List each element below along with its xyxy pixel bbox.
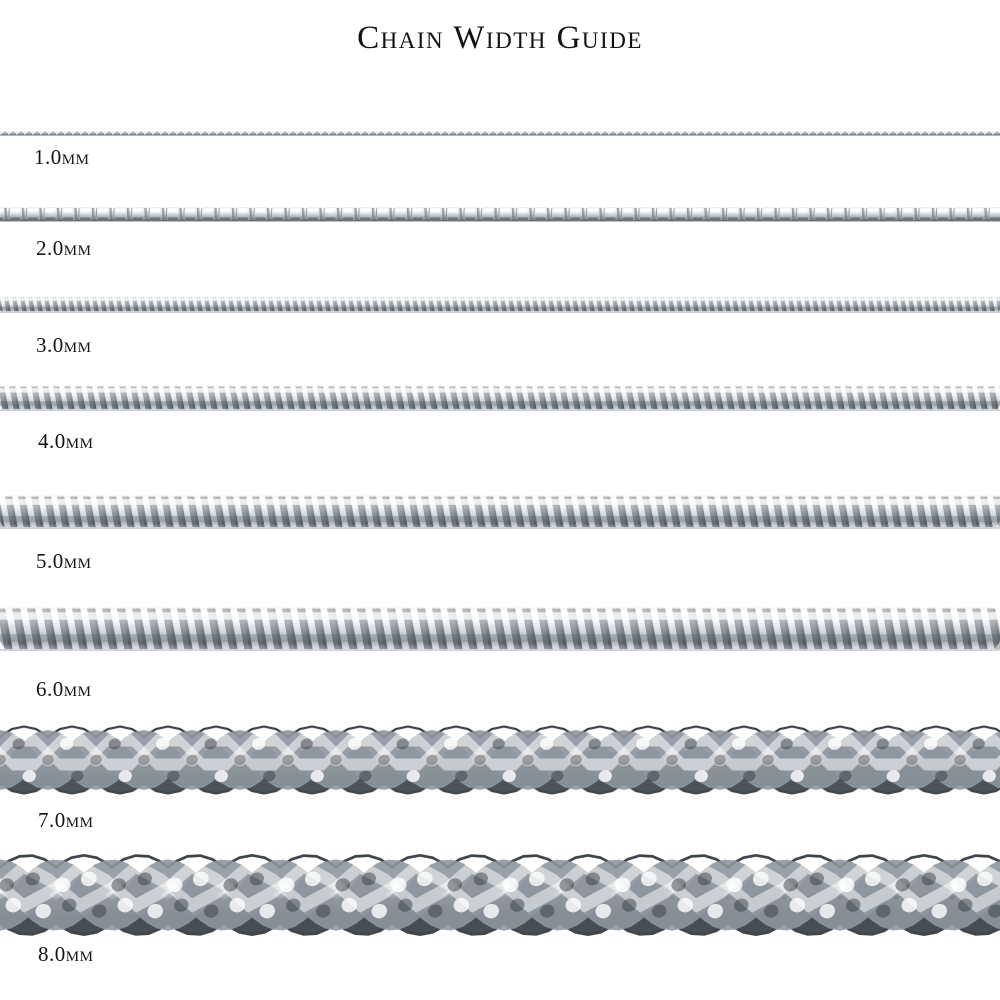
chain-image-2-0mm — [0, 200, 1000, 232]
width-label-6-0mm: 6.0mm — [36, 677, 92, 701]
width-label-4-0mm: 4.0mm — [38, 429, 94, 453]
chain-image-6-0mm — [0, 595, 1000, 667]
width-label-5-0mm: 5.0mm — [36, 549, 92, 573]
chain-image-7-0mm — [0, 718, 1000, 802]
chain-image-4-0mm — [0, 375, 1000, 425]
chain-image-1-0mm — [0, 126, 1000, 140]
width-label-7-0mm: 7.0mm — [38, 808, 94, 832]
width-label-3-0mm: 3.0mm — [36, 333, 92, 357]
chain-image-5-0mm — [0, 485, 1000, 545]
chain-image-3-0mm — [0, 288, 1000, 324]
width-label-8-0mm: 8.0mm — [38, 942, 94, 966]
width-label-2-0mm: 2.0mm — [36, 236, 92, 260]
width-label-1-0mm: 1.0mm — [34, 145, 90, 169]
chain-image-8-0mm — [0, 845, 1000, 945]
page-title: Chain Width Guide — [357, 20, 643, 56]
